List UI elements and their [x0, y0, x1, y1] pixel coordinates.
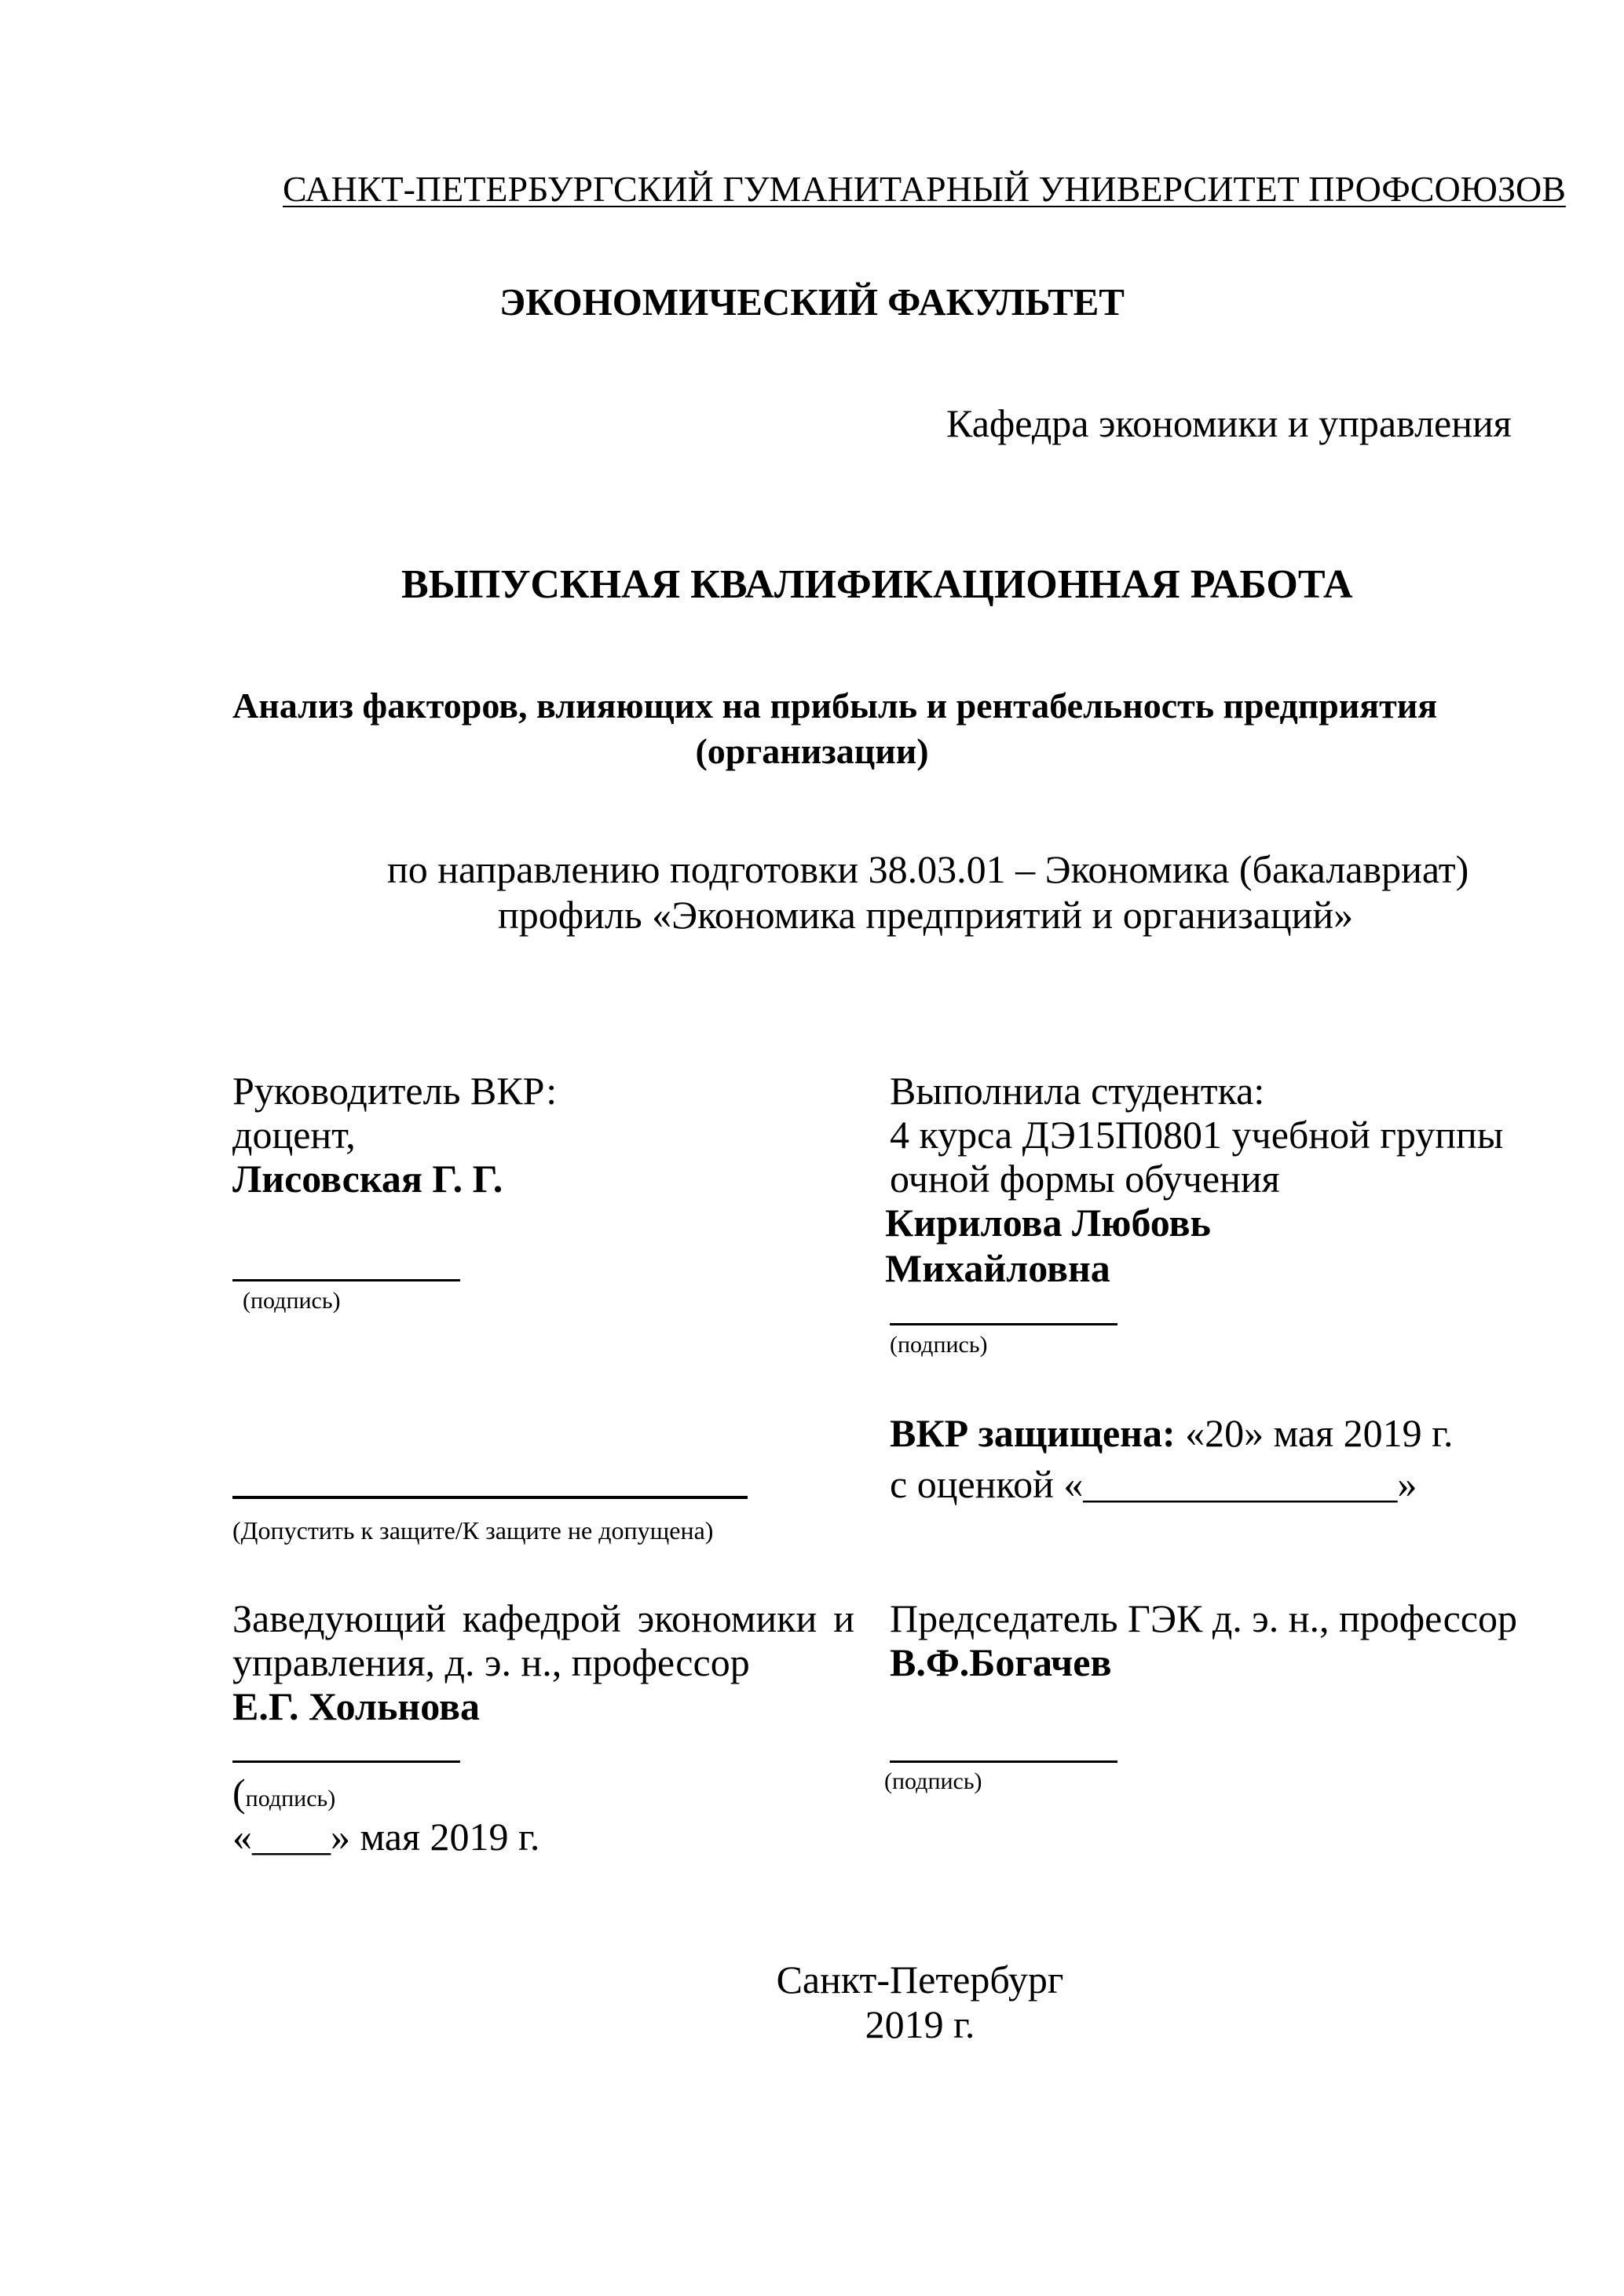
- supervisor-signature-line: [232, 1279, 460, 1281]
- head-word-4: и: [833, 1596, 854, 1640]
- head-date-rest: » мая 2019 г.: [331, 1815, 540, 1859]
- head-signature-line: [232, 1760, 460, 1763]
- study-direction: по направлению подготовки 38.03.01 – Экономика (бакалавриат): [387, 847, 1469, 891]
- grade-suffix: »: [1397, 1462, 1417, 1506]
- supervisor-label: Руководитель ВКР:: [232, 1069, 558, 1113]
- head-word-1: Заведующий: [232, 1596, 446, 1640]
- admission-line: [232, 1496, 748, 1499]
- footer-city: Санкт-Петербург: [776, 1958, 1064, 2002]
- student-signature-line: [890, 1323, 1117, 1325]
- supervisor-name: Лисовская Г. Г.: [232, 1157, 503, 1201]
- university-name: САНКТ-ПЕТЕРБУРГСКИЙ ГУМАНИТАРНЫЙ УНИВЕРСИТЕТ ПРОФСОЮЗОВ: [283, 169, 1566, 209]
- student-study-form: очной формы обучения: [890, 1157, 1280, 1201]
- student-label: Выполнила студентка:: [890, 1069, 1265, 1113]
- head-date-open: «: [232, 1815, 252, 1859]
- footer-year: 2019 г.: [865, 2002, 975, 2046]
- department-name: Кафедра экономики и управления: [946, 401, 1512, 445]
- supervisor-position: доцент,: [232, 1113, 356, 1157]
- head-name: Е.Г. Хольнова: [232, 1684, 480, 1728]
- supervisor-signature-caption: (подпись): [243, 1288, 341, 1314]
- chairman-signature-line: [890, 1760, 1117, 1763]
- chairman-signature-caption: (подпись): [884, 1768, 982, 1794]
- defense-label: ВКР защищена:: [890, 1411, 1176, 1455]
- faculty-name: ЭКОНОМИЧЕСКИЙ ФАКУЛЬТЕТ: [499, 280, 1125, 324]
- head-word-3: экономики: [637, 1596, 817, 1640]
- head-position-line-2: управления, д. э. н., профессор: [232, 1640, 750, 1684]
- head-signature-caption: [232, 1771, 336, 1815]
- head-signature-paren: (: [232, 1771, 246, 1815]
- defense-date: «20» мая 2019 г.: [1175, 1411, 1454, 1455]
- defense-status: [890, 1413, 1453, 1453]
- head-signature-text: подпись): [245, 1786, 336, 1812]
- student-signature-caption: (подпись): [890, 1332, 988, 1358]
- student-name-line-2: Михайловна: [885, 1246, 1110, 1290]
- defense-grade: [890, 1464, 1417, 1504]
- grade-blank: ________________: [1083, 1462, 1398, 1506]
- student-name-line-1: Кирилова Любовь: [885, 1201, 1211, 1245]
- grade-prefix: с оценкой «: [890, 1462, 1084, 1506]
- head-date-blank: ____: [252, 1815, 331, 1859]
- head-position-line-1: [232, 1596, 854, 1640]
- chairman-name: В.Ф.Богачев: [890, 1640, 1112, 1684]
- study-profile: профиль «Экономика предприятий и организаций»: [498, 893, 1354, 937]
- topic-line-1: Анализ факторов, влияющих на прибыль и рентабельность предприятия: [232, 686, 1438, 726]
- head-date: [232, 1815, 540, 1859]
- topic-line-2: (организации): [695, 731, 929, 771]
- chairman-position: Председатель ГЭК д. э. н., профессор: [890, 1596, 1517, 1640]
- admission-caption: (Допустить к защите/К защите не допущена): [232, 1516, 714, 1545]
- head-word-2: кафедрой: [462, 1596, 621, 1640]
- work-type-title: ВЫПУСКНАЯ КВАЛИФИКАЦИОННАЯ РАБОТА: [401, 562, 1353, 607]
- student-course-group: 4 курса ДЭ15П0801 учебной группы: [890, 1113, 1504, 1157]
